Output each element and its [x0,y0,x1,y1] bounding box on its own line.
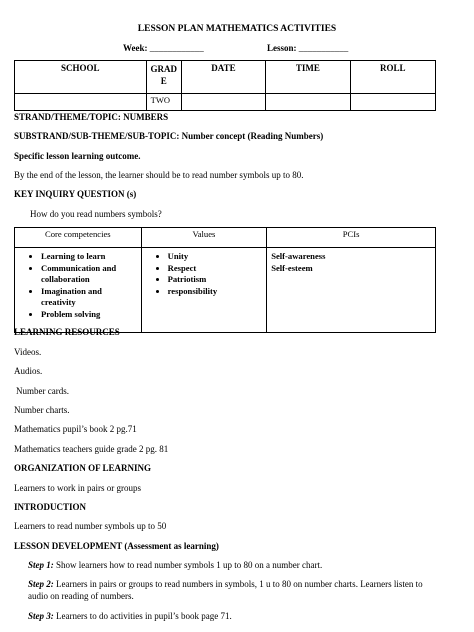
resource-item: Mathematics teachers guide grade 2 pg. 81 [14,444,169,454]
week-label: Week: [123,43,148,53]
roll-value [350,94,435,111]
step-label: Step 3: [28,611,54,621]
step-1 [28,559,322,571]
header-school: SCHOOL [15,61,147,94]
values-cell [141,248,267,333]
pcis-cell [267,248,436,333]
step-label: Step 1: [28,560,54,570]
step-label: Step 2: [28,579,54,589]
date-value [181,94,265,111]
values-list [146,251,263,297]
week-line: ____________ [149,43,204,53]
resources-heading: LEARNING RESOURCES [14,327,120,337]
introduction-heading: INTRODUCTION [14,502,87,512]
list-item-line: creativity [41,297,76,307]
resource-item: Mathematics pupil’s book 2 pg.71 [14,424,137,434]
lesson-line: ___________ [298,43,349,53]
info-table [14,60,436,111]
inquiry-heading: KEY INQUIRY QUESTION (s) [14,189,137,199]
header-roll: ROLL [350,61,435,94]
list-item: • Problem solving [41,309,137,321]
list-item [41,286,137,309]
step-text: Learners to do activities in pupil’s book page 71. [56,611,232,621]
pci-item: Self-awareness [271,251,326,261]
development-heading: LESSON DEVELOPMENT (Assessment as learning) [14,541,219,551]
header-time: TIME [266,61,350,94]
list-item: • Learning to learn [41,251,137,263]
list-item [41,263,137,286]
page-title: LESSON PLAN MATHEMATICS ACTIVITIES [137,24,337,34]
header-grade [146,61,181,94]
header-grade-part1: GRAD [150,64,177,74]
inquiry-text: How do you read numbers symbols? [30,209,162,219]
resource-item: Audios. [14,366,43,376]
outcome-text: By the end of the lesson, the learner should be to read number symbols up to 80. [14,170,304,180]
step-2 [28,578,423,602]
strand-heading: STRAND/THEME/TOPIC: NUMBERS [14,112,169,122]
list-item: • Patriotism [168,274,263,286]
list-item: • Unity [168,251,263,263]
step-text-continued: audio on reading of numbers. [28,591,134,601]
week-field [123,43,204,53]
lesson-label: Lesson: [267,43,297,53]
list-item-line: collaboration [41,274,90,284]
header-values: Values [141,228,267,248]
competency-header-row [15,228,436,248]
school-value [15,94,147,111]
header-pcis: PCIs [267,228,436,248]
step-3 [28,610,232,622]
introduction-text: Learners to read number symbols up to 50 [14,521,167,531]
header-core-competencies: Core competencies [15,228,142,248]
resource-item: Number charts. [14,405,70,415]
list-item: • Respect [168,263,263,275]
info-table-value-row [15,94,436,111]
step-text: Show learners how to read number symbols 1 up to 80 on a number chart. [56,560,323,570]
core-competencies-cell [15,248,142,333]
time-value [266,94,350,111]
competency-table [14,227,436,333]
organization-heading: ORGANIZATION OF LEARNING [14,463,152,473]
list-item-line: Imagination and [41,285,102,296]
grade-value: TWO [146,94,181,111]
substrand-heading: SUBSTRAND/SUB-THEME/SUB-TOPIC: Number concept (Reading Numbers) [14,131,324,141]
resource-item: Number cards. [16,386,69,396]
core-competencies-list [19,251,137,320]
header-date: DATE [181,61,265,94]
header-grade-part2: E [160,76,167,86]
competency-body-row [15,248,436,333]
info-table-header-row [15,61,436,94]
resource-item: Videos. [14,347,42,357]
outcome-heading: Specific lesson learning outcome. [14,151,141,161]
list-item: • responsibility [168,286,263,298]
list-item-line: Communication and [41,262,117,273]
lesson-field [267,43,348,53]
organization-text: Learners to work in pairs or groups [14,483,141,493]
step-text: Learners in pairs or groups to read numbers in symbols, 1 u to 80 on number charts. Learners listen to [56,579,423,589]
pci-item: Self-esteem [271,262,313,273]
